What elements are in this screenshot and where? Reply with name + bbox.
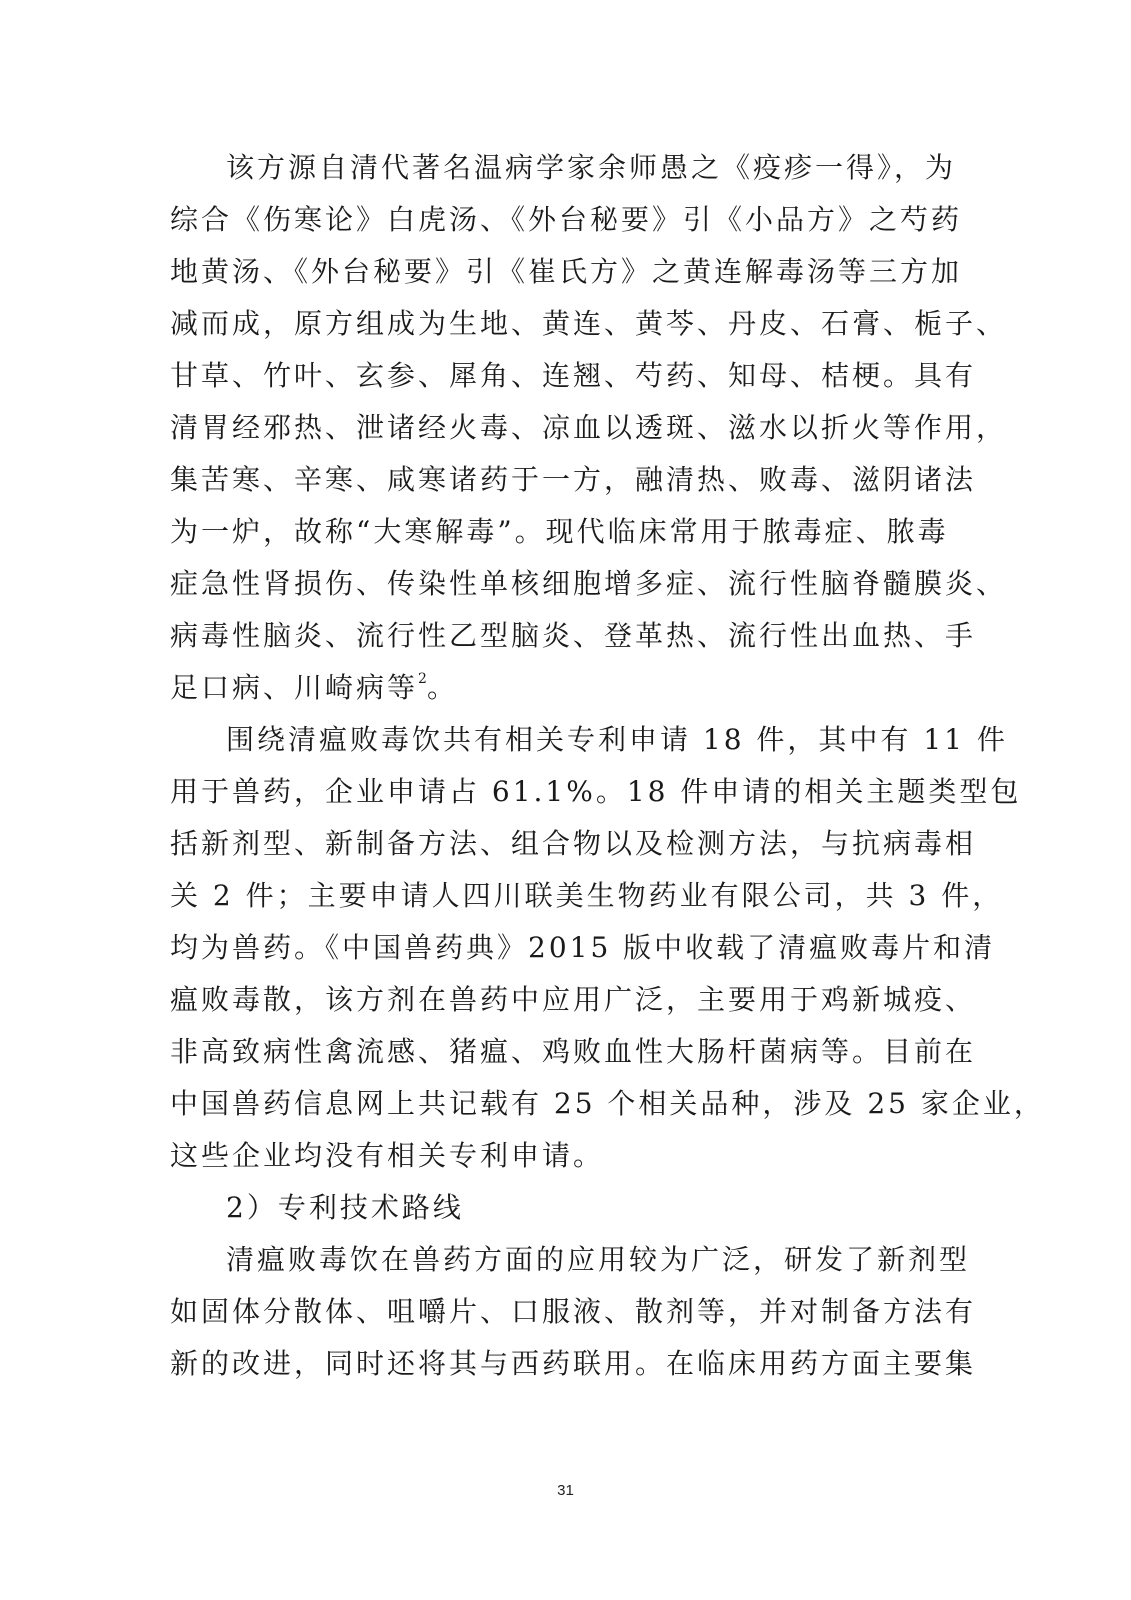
text-line-with-footnote <box>170 662 940 714</box>
text-line: 如固体分散体、咀嚼片、口服液、散剂等，并对制备方法有 <box>170 1295 977 1328</box>
text-line: 病毒性脑炎、流行性乙型脑炎、登革热、流行性出血热、手 <box>170 619 977 652</box>
text-line: 综合《伤寒论》白虎汤、《外台秘要》引《小品方》之芍药 <box>170 203 963 236</box>
text-line: 症急性肾损伤、传染性单核细胞增多症、流行性脑脊髓膜炎、 <box>170 567 1008 600</box>
text-line: 甘草、竹叶、玄参、犀角、连翘、芍药、知母、桔梗。具有 <box>170 359 977 392</box>
text-line: 清瘟败毒饮在兽药方面的应用较为广泛，研发了新剂型 <box>226 1243 971 1276</box>
section-heading: 2）专利技术路线 <box>226 1191 464 1224</box>
text-line: 均为兽药。《中国兽药典》2015 版中收载了清瘟败毒片和清 <box>170 931 996 964</box>
text-line: 为一炉，故称“大寒解毒”。现代临床常用于脓毒症、脓毒 <box>170 515 949 548</box>
text-line: 清胃经邪热、泄诸经火毒、凉血以透斑、滋水以折火等作用， <box>170 411 1008 444</box>
text-line: 用于兽药，企业申请占 61.1%。18 件申请的相关主题类型包 <box>170 775 1022 808</box>
text-fragment: 。 <box>426 671 458 704</box>
text-line: 关 2 件；主要申请人四川联美生物药业有限公司，共 3 件， <box>170 879 1004 912</box>
text-line: 非高致病性禽流感、猪瘟、鸡败血性大肠杆菌病等。目前在 <box>170 1035 977 1068</box>
page-number: 31 <box>557 1482 574 1499</box>
text-line: 括新剂型、新制备方法、组合物以及检测方法，与抗病毒相 <box>170 827 977 860</box>
footnote-reference: 2 <box>418 671 427 687</box>
text-line: 该方源自清代著名温病学家余师愚之《疫疹一得》，为 <box>226 151 957 184</box>
text-line: 围绕清瘟败毒饮共有相关专利申请 18 件，其中有 11 件 <box>226 723 1008 756</box>
text-line: 集苦寒、辛寒、咸寒诸药于一方，融清热、败毒、滋阴诸法 <box>170 463 977 496</box>
text-fragment: 足口病、川崎病等 <box>170 671 419 704</box>
text-line: 瘟败毒散，该方剂在兽药中应用广泛，主要用于鸡新城疫、 <box>170 983 977 1016</box>
text-line: 新的改进，同时还将其与西药联用。在临床用药方面主要集 <box>170 1347 977 1380</box>
text-line: 减而成，原方组成为生地、黄连、黄芩、丹皮、石膏、栀子、 <box>170 307 1008 340</box>
text-line: 地黄汤、《外台秘要》引《崔氏方》之黄连解毒汤等三方加 <box>170 255 963 288</box>
body-text <box>170 142 1045 1390</box>
text-line: 中国兽药信息网上共记载有 25 个相关品种，涉及 25 家企业， <box>170 1087 1045 1120</box>
text-line: 这些企业均没有相关专利申请。 <box>170 1139 605 1172</box>
